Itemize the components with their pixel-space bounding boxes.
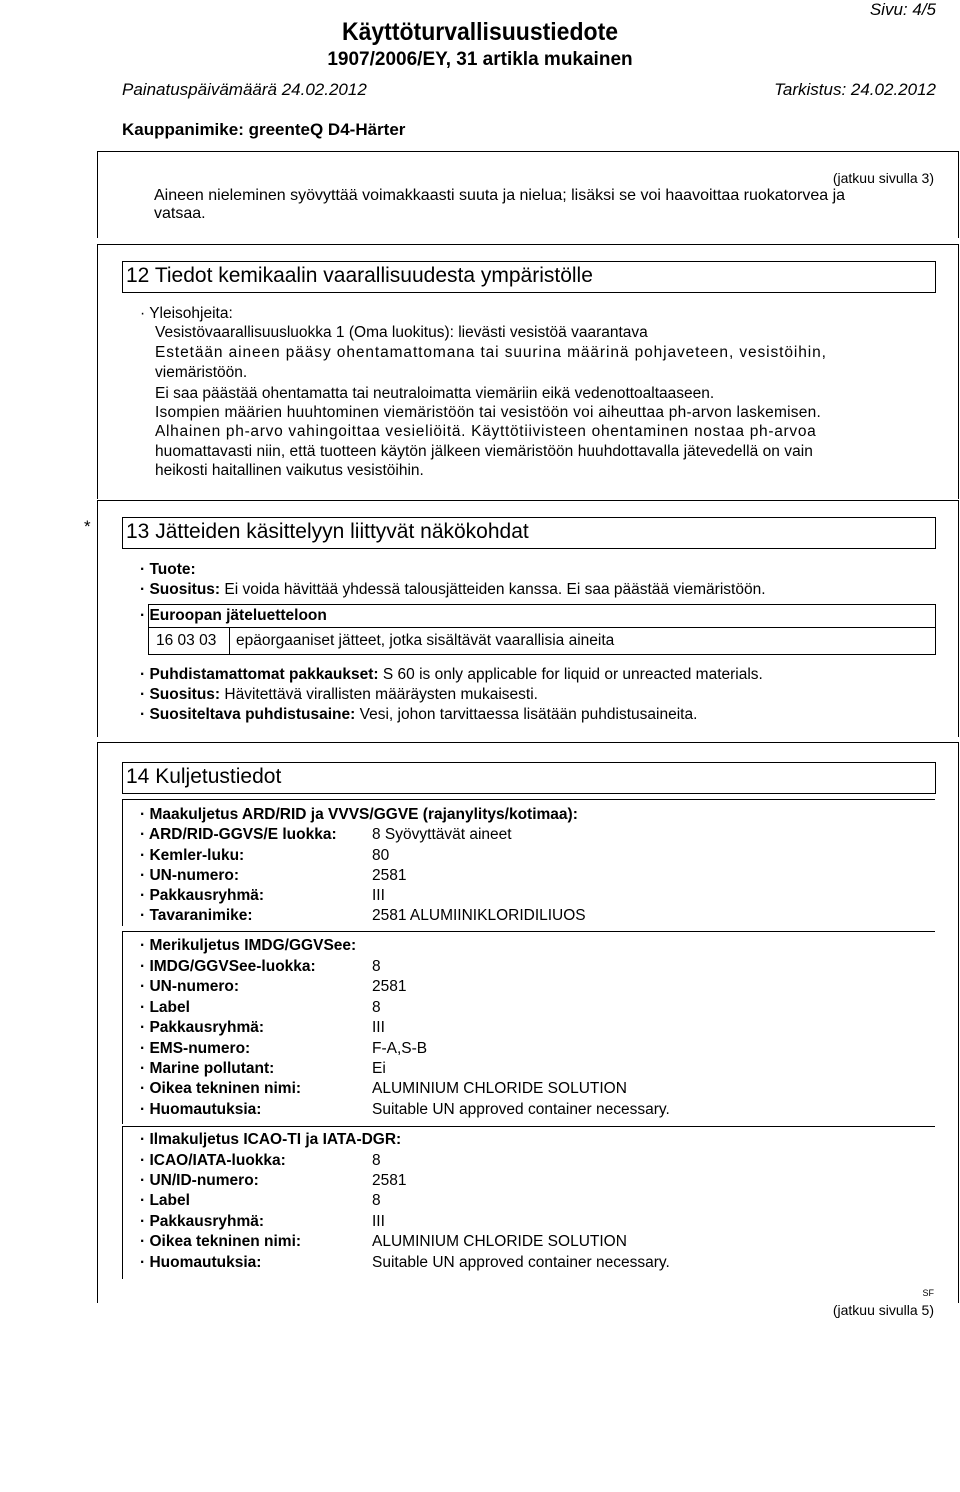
land-row-label: · Pakkausryhmä: <box>140 887 265 904</box>
s12-line-1: Vesistövaarallisuusluokka 1 (Oma luokitus): lievästi vesistöä vaarantava <box>155 324 648 341</box>
sea-row-value: III <box>372 1019 385 1036</box>
sea-row-value: F-A,S-B <box>372 1040 428 1057</box>
sea-row-label: · UN-numero: <box>140 978 240 995</box>
general-label: · Yleisohjeita: <box>140 305 233 322</box>
sea-row-label: · Oikea tekninen nimi: <box>140 1080 302 1097</box>
waste-divider <box>229 628 230 654</box>
sea-row-value: 8 <box>372 999 381 1016</box>
sea-row-label: · IMDG/GGVSee-luokka: <box>140 958 316 975</box>
air-row-value: Suitable UN approved container necessary. <box>372 1254 670 1271</box>
section-13-title: 13 Jätteiden käsittelyyn liittyvät näkökohdat <box>126 520 529 543</box>
revision-date: Tarkistus: 24.02.2012 <box>774 80 936 99</box>
s12-line-3: viemäristöön. <box>155 364 248 381</box>
language-code: SF <box>922 1288 934 1298</box>
air-row-label: · ICAO/IATA-luokka: <box>140 1152 286 1169</box>
s12-line-2: Estetään aineen pääsy ohentamattomana tai suurina määrinä pohjaveteen, vesistöihin, <box>155 344 827 361</box>
product-label: · Tuote: <box>140 561 196 578</box>
waste-table <box>148 627 936 655</box>
sea-row-label: · Pakkausryhmä: <box>140 1019 265 1036</box>
section-14-title: 14 Kuljetustiedot <box>126 765 282 788</box>
land-heading: · Maakuljetus ARD/RID ja VVVS/GGVE (rajanylitys/kotimaa): <box>140 806 578 823</box>
recommend2-text: Hävitettävä virallisten määräysten mukaisesti. <box>224 686 538 703</box>
cleaner-text: Vesi, johon tarvittaessa lisätään puhdistusaineita. <box>359 706 698 723</box>
trade-name: Kauppanimike: greenteQ D4-Härter <box>122 120 406 139</box>
sea-row-label: · Marine pollutant: <box>140 1060 275 1077</box>
sea-row-value: Suitable UN approved container necessary. <box>372 1101 670 1118</box>
continued-from: (jatkuu sivulla 3) <box>832 170 934 186</box>
continued-to: (jatkuu sivulla 5) <box>832 1302 934 1318</box>
section-14-header <box>122 762 936 794</box>
s12-line-8: heikosti haitallinen vaikutus vesistöihin. <box>155 462 424 479</box>
page-number: Sivu: 4/5 <box>869 0 936 19</box>
recommend2-label: · Suositus: <box>140 686 221 703</box>
document-subtitle: 1907/2006/EY, 31 artikla mukainen <box>327 49 633 70</box>
sea-row-value: 2581 <box>372 978 407 995</box>
air-heading: · Ilmakuljetus ICAO-TI ja IATA-DGR: <box>140 1131 402 1148</box>
s12-line-7: huomattavasti niin, että tuotteen käytön jälkeen viemäristöön huuhdottavalla jätevedellä on vain <box>155 443 813 460</box>
land-row-value: 2581 <box>372 867 407 884</box>
recommend2-row <box>140 686 538 704</box>
sea-row-label: · Huomautuksia: <box>140 1101 262 1118</box>
air-row-value: 2581 <box>372 1172 407 1189</box>
land-row-label: · ARD/RID-GGVS/E luokka: <box>140 826 337 843</box>
waste-code: 16 03 03 <box>156 632 217 649</box>
unclean-row <box>140 666 763 684</box>
land-row-label: · Kemler-luku: <box>140 847 245 864</box>
sea-row-value: 8 <box>372 958 381 975</box>
recommend-text: Ei voida hävittää yhdessä talousjätteiden kanssa. Ei saa päästää viemäristöön. <box>224 581 766 598</box>
cleaner-label: · Suositeltava puhdistusaine: <box>140 706 356 723</box>
section-12-title: 12 Tiedot kemikaalin vaarallisuudesta ympäristölle <box>126 264 593 287</box>
land-row-value: 80 <box>372 847 390 864</box>
sea-row-label: · Label <box>140 999 190 1016</box>
cleaner-row <box>140 706 697 724</box>
european-list-label: · Euroopan jäteluetteloon <box>140 607 327 624</box>
unclean-label: · Puhdistamattomat pakkaukset: <box>140 666 379 683</box>
air-row-label: · UN/ID-numero: <box>140 1172 259 1189</box>
sea-row-label: · EMS-numero: <box>140 1040 251 1057</box>
land-row-value: III <box>372 887 385 904</box>
air-row-label: · Label <box>140 1192 190 1209</box>
section-12-header <box>122 261 936 293</box>
air-row-value: 8 <box>372 1192 381 1209</box>
unclean-text: S 60 is only applicable for liquid or unreacted materials. <box>382 666 763 683</box>
air-row-value: 8 <box>372 1152 381 1169</box>
print-date: Painatuspäivämäärä 24.02.2012 <box>122 80 367 99</box>
land-row-label: · Tavaranimike: <box>140 907 253 924</box>
air-row-label: · Pakkausryhmä: <box>140 1213 265 1230</box>
s12-line-4: Ei saa päästää ohentamatta tai neutraloimatta viemäriin eikä vedenottoaltaaseen. <box>155 385 715 402</box>
intro-text-line-2: vatsaa. <box>154 205 206 222</box>
waste-description: epäorgaaniset jätteet, jotka sisältävät vaarallisia aineita <box>236 632 615 649</box>
air-row-label: · Huomautuksia: <box>140 1254 262 1271</box>
s12-line-5: Isompien määrien huuhtominen viemäristöön tai vesistöön voi aiheuttaa ph-arvon laskemisen. <box>155 404 822 421</box>
s12-line-6: Alhainen ph-arvo vahingoittaa vesieliöitä. Käyttötiivisteen ohentaminen nostaa ph-arvoa <box>155 423 817 440</box>
document-title: Käyttöturvallisuustiedote <box>341 18 619 46</box>
sea-row-value: Ei <box>372 1060 386 1077</box>
recommend-label: · Suositus: <box>140 581 221 598</box>
land-row-value: 8 Syövyttävät aineet <box>372 826 512 843</box>
sea-heading: · Merikuljetus IMDG/GGVSee: <box>140 937 357 954</box>
change-marker: * <box>84 517 91 536</box>
section-13-header <box>122 517 936 549</box>
land-row-label: · UN-numero: <box>140 867 240 884</box>
sea-row-value: ALUMINIUM CHLORIDE SOLUTION <box>372 1080 627 1097</box>
air-row-value: III <box>372 1213 385 1230</box>
recommend-row <box>140 581 766 599</box>
land-row-value: 2581 ALUMIINIKLORIDILIUOS <box>372 907 586 924</box>
air-row-label: · Oikea tekninen nimi: <box>140 1233 302 1250</box>
intro-text-line-1: Aineen nieleminen syövyttää voimakkaasti suuta ja nielua; lisäksi se voi haavoittaa ruokatorvea ja <box>154 187 846 204</box>
air-row-value: ALUMINIUM CHLORIDE SOLUTION <box>372 1233 627 1250</box>
